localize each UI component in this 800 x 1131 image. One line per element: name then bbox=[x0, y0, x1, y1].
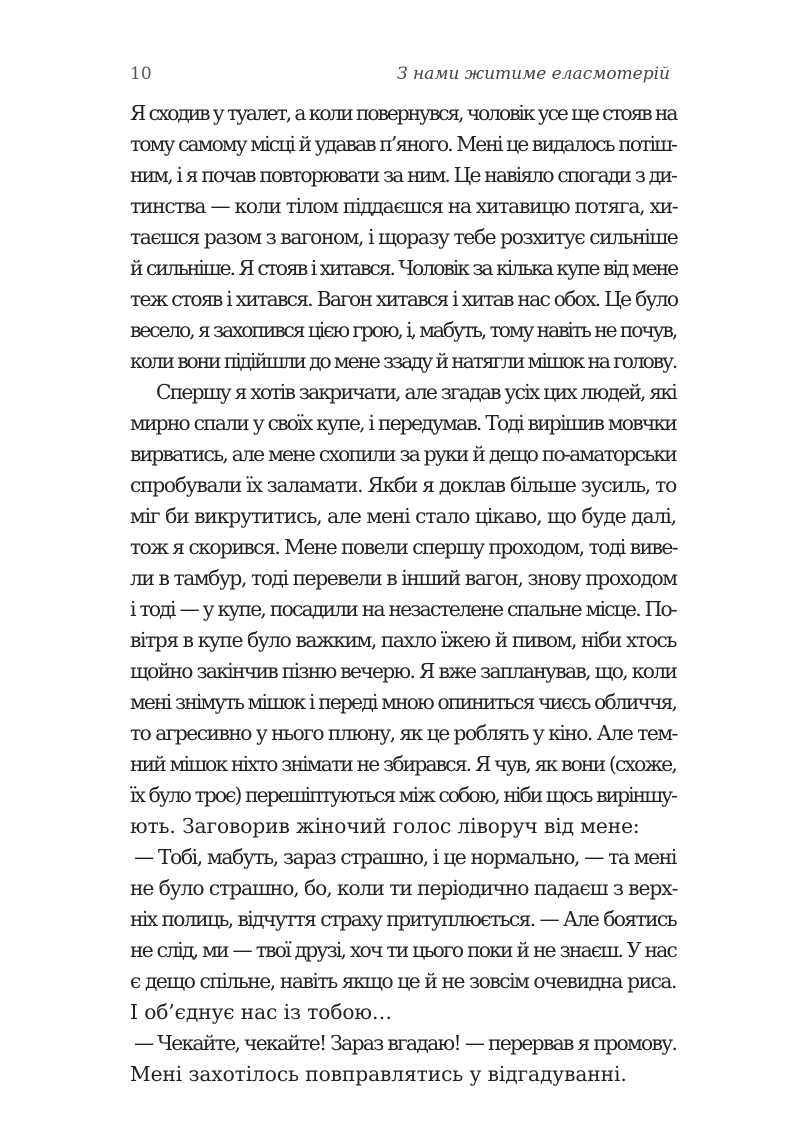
text-line: не було страшно, бо, коли ти періодично падаєш з верх- bbox=[130, 876, 678, 900]
text-line: І об’єднує нас із тобою… bbox=[130, 1000, 392, 1024]
text-line: весело, я захопився цією грою, і, мабуть, тому навіть не почув, bbox=[130, 318, 677, 342]
text-line: спробували їх заламати. Якби я доклав більше зусиль, то bbox=[130, 473, 676, 497]
text-line: ють. Заговорив жіночий голос ліворуч від мене: bbox=[130, 814, 640, 838]
text-line: тож я скорився. Мене повели спершу проходом, тоді виве- bbox=[130, 535, 678, 559]
text-line: не слід, ми — твої друзі, хоч ти цього поки й не знаєш. У нас bbox=[130, 938, 676, 962]
text-line: — Чекайте, чекайте! Зараз вгадаю! — перервав я промову. bbox=[134, 1031, 677, 1055]
running-title: З нами житиме еласмотерій bbox=[397, 64, 670, 84]
text-line: вирватись, але мене схопили за руки й дещо по-аматорськи bbox=[130, 442, 676, 466]
text-line: то агресивно у нього плюну, як це роблять у кіно. Але тем- bbox=[130, 721, 677, 745]
text-line: Я сходив у туалет, а коли повернувся, чоловік усе ще стояв на bbox=[130, 101, 677, 125]
text-line: ний мішок ніхто знімати не збирався. Я чув, як вони (схоже, bbox=[130, 752, 676, 776]
running-header bbox=[130, 64, 670, 88]
text-line: — Тобі, мабуть, зараз страшно, і це нормально, — та мені bbox=[134, 845, 676, 869]
text-line: ним, і я почав повторювати за ним. Це навіяло спогади з ди- bbox=[130, 163, 676, 187]
text-line: тинства — коли тілом піддаєшся на хитавицю потяга, хи- bbox=[130, 194, 678, 218]
text-line: ли в тамбур, тоді перевели в інший вагон, знову проходом bbox=[130, 566, 677, 590]
text-line: мені знімуть мішок і переді мною опиниться чиєсь обличчя, bbox=[130, 690, 677, 714]
text-line: коли вони підійшли до мене ззаду й натягли мішок на голову. bbox=[130, 349, 677, 373]
text-line: міг би викрутитись, але мені стало цікаво, що буде далі, bbox=[130, 504, 676, 528]
text-line: вітря в купе було важким, пахло їжею й пивом, ніби хтось bbox=[130, 628, 676, 652]
text-line: є дещо спільне, навіть якщо це й не зовсім очевидна риса. bbox=[130, 969, 676, 993]
text-line: і тоді — у купе, посадили на незастелене спальне місце. По- bbox=[130, 597, 676, 621]
text-line: й сильніше. Я стояв і хитався. Чоловік за кілька купе від мене bbox=[130, 256, 678, 280]
text-line: теж стояв і хитався. Вагон хитався і хитав нас обох. Це було bbox=[130, 287, 678, 311]
text-line: тому самому місці й удавав п’яного. Мені це видалось потіш- bbox=[130, 132, 676, 156]
text-line: ніх полиць, відчуття страху притуплюється. — Але боятись bbox=[130, 907, 676, 931]
text-line: щойно закінчив пізню вечерю. Я вже запланував, що, коли bbox=[130, 659, 677, 683]
text-line: таєшся разом з вагоном, і щоразу тебе розхитує сильніше bbox=[130, 225, 678, 249]
body-text bbox=[130, 98, 676, 1090]
page-number: 10 bbox=[130, 64, 152, 84]
text-line: Спершу я хотів закричати, але згадав усіх цих людей, які bbox=[156, 380, 676, 404]
text-line: їх було троє) перешіптуються між собою, ніби щось виріншу- bbox=[130, 783, 676, 807]
text-line: Мені захотілось повправлятись у відгадуванні. bbox=[130, 1062, 627, 1086]
text-line: мирно спали у своїх купе, і передумав. Тоді вирішив мовчки bbox=[130, 411, 676, 435]
